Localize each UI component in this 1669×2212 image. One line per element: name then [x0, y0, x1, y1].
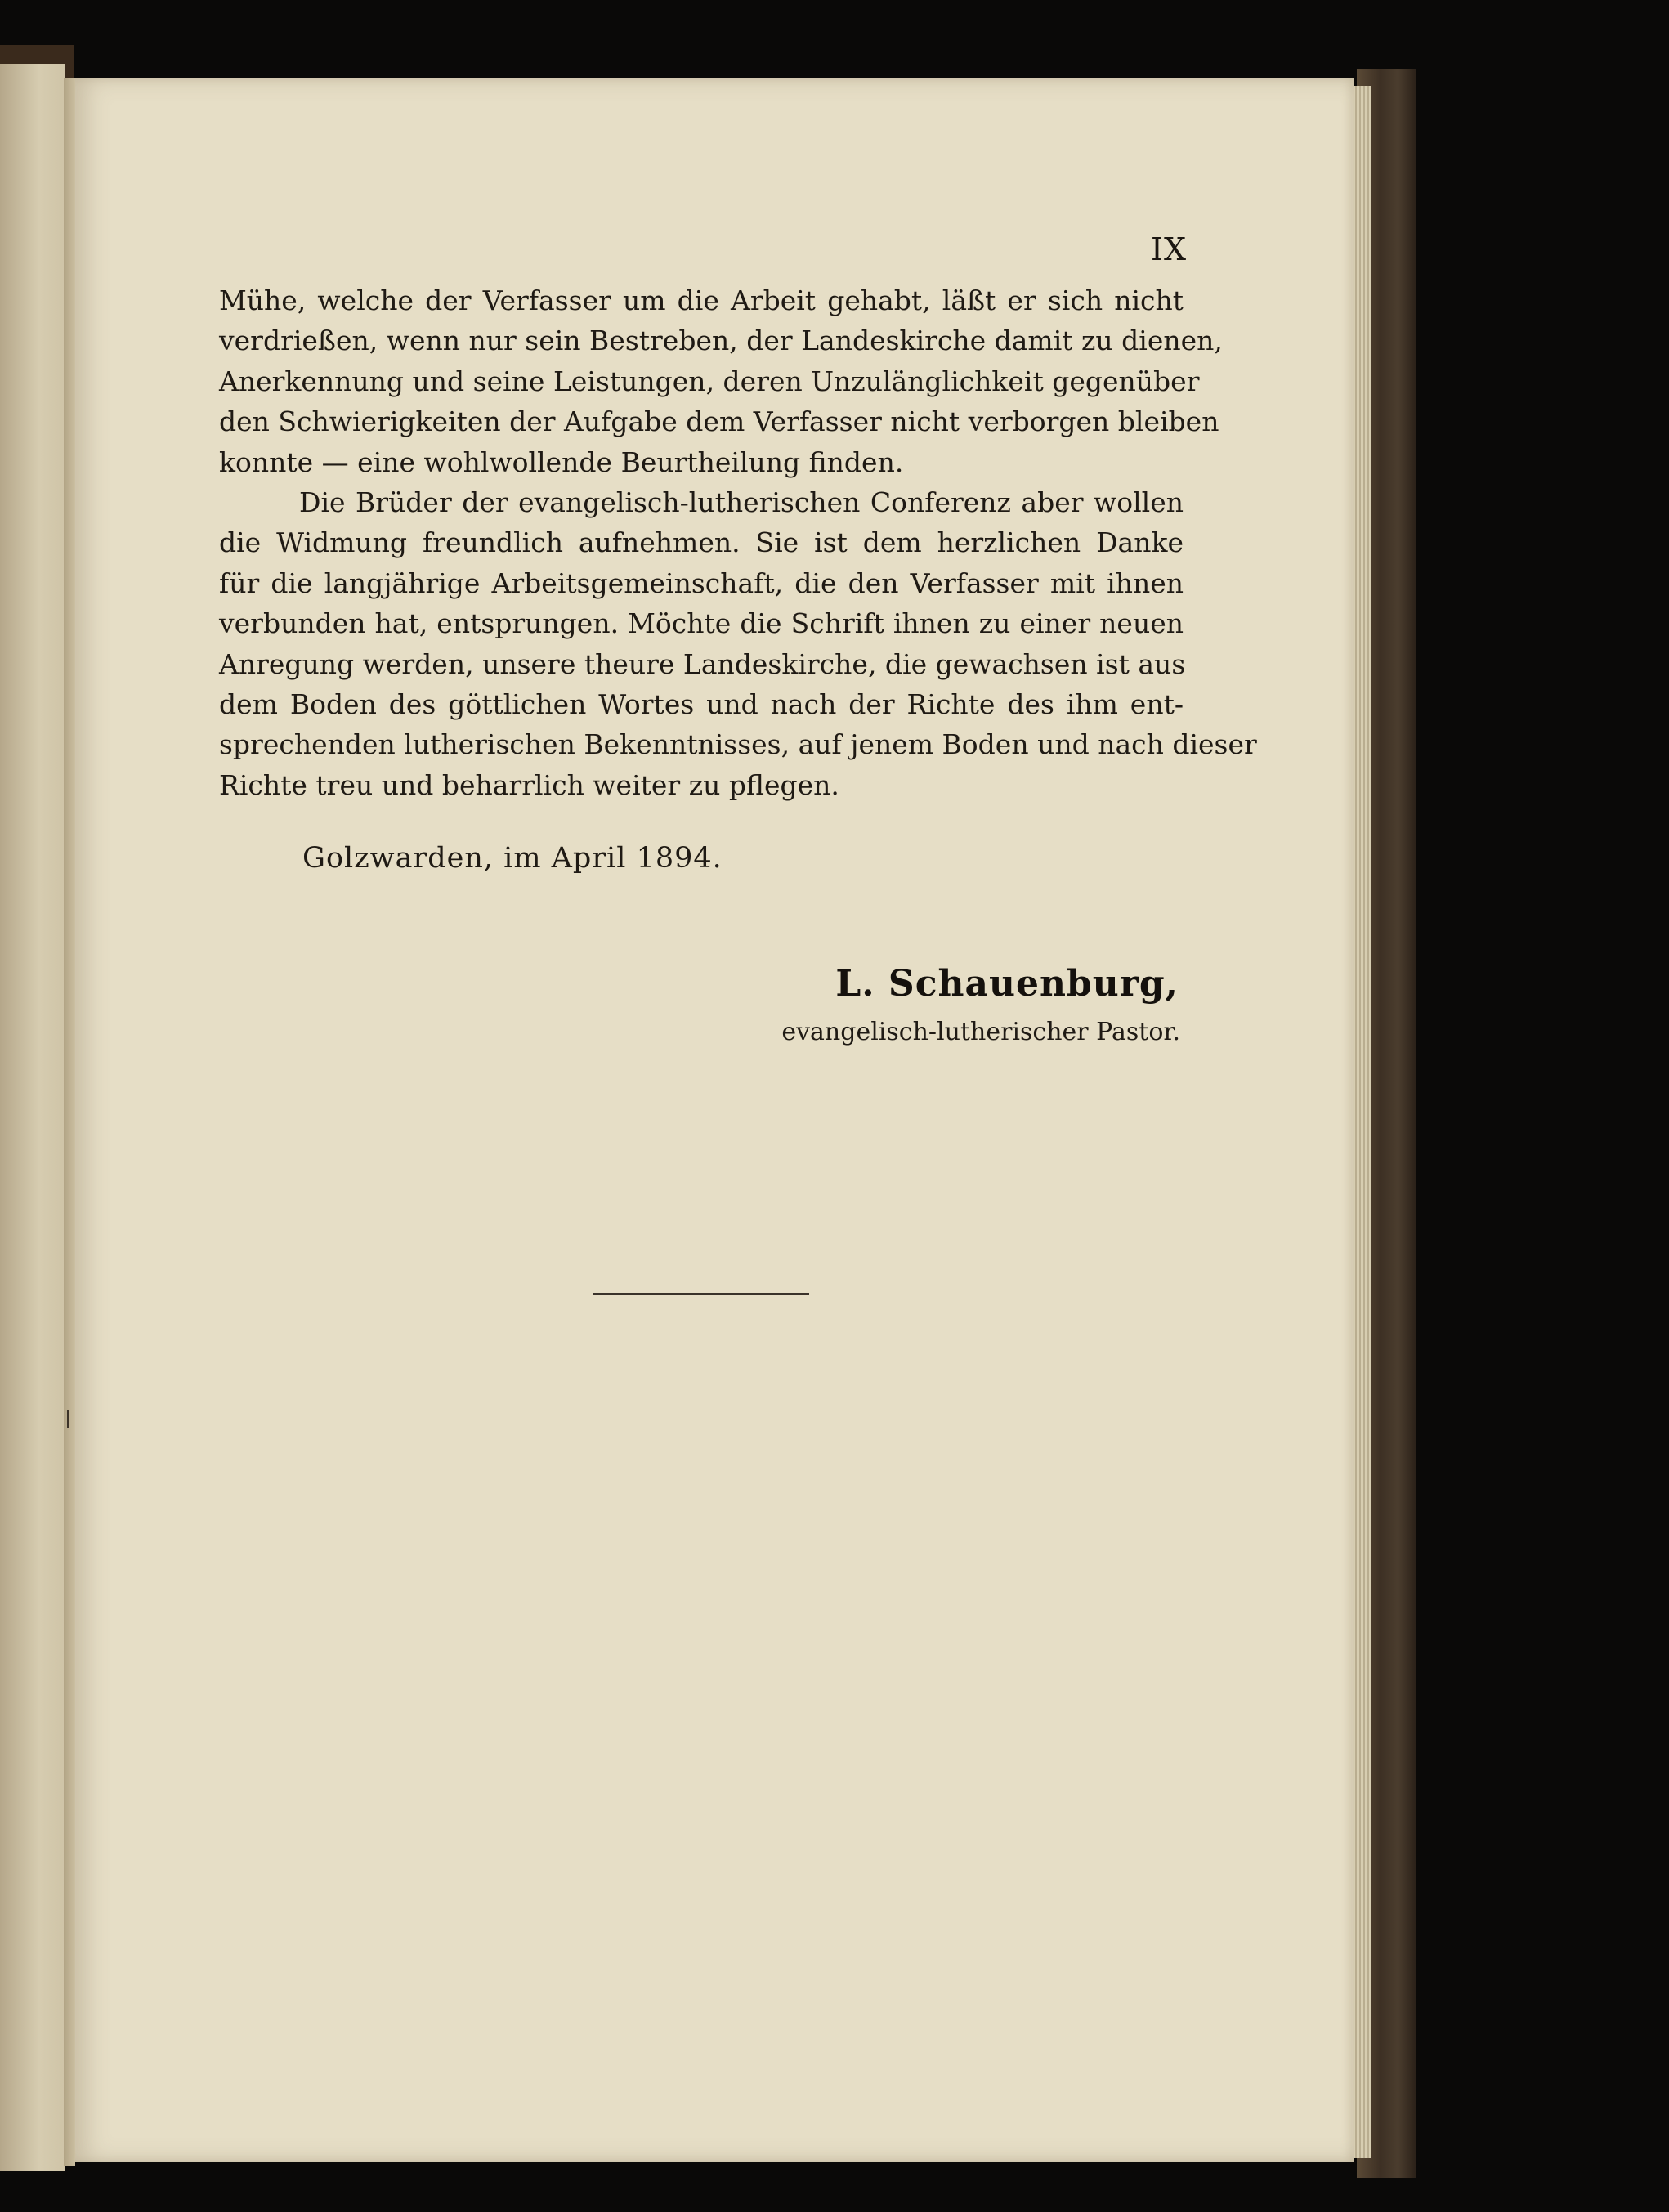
body-text — [219, 280, 1257, 805]
book-gutter — [64, 78, 75, 2166]
left-page-edge — [0, 64, 65, 2171]
gutter-mark — [67, 1410, 69, 1428]
text-line: verbunden hat, entsprungen. Möchte die Schrift ihnen zu einer neuen — [219, 607, 1184, 640]
text-line: konnte — eine wohlwollende Beurtheilung finden. — [219, 446, 904, 478]
text-line: Die Brüder der evangelisch-lutherischen Conferenz aber wollen — [299, 486, 1184, 518]
text-line: sprechenden lutherischen Bekenntnisses, auf jenem Boden und nach dieser — [219, 728, 1257, 761]
text-line: den Schwierigkeiten der Aufgabe dem Verfasser nicht verborgen bleiben — [219, 405, 1219, 438]
text-line: die Widmung freundlich aufnehmen. Sie ist dem herzlichen Danke — [219, 526, 1184, 559]
signature-title: evangelisch-lutherischer Pastor. — [781, 1018, 1180, 1046]
page-number: IX — [1151, 231, 1188, 267]
text-line: Richte treu und beharrlich weiter zu pflegen. — [219, 768, 839, 801]
text-line: dem Boden des göttlichen Wortes und nach der Richte des ihm ent- — [219, 687, 1184, 720]
text-line: Anregung werden, unsere theure Landeskirche, die gewachsen ist aus — [219, 647, 1186, 680]
text-line: Mühe, welche der Verfasser um die Arbeit gehabt, läßt er sich nicht — [219, 284, 1184, 316]
text-line: verdrießen, wenn nur sein Bestreben, der Landeskirche damit zu dienen, — [219, 325, 1223, 357]
text-line: für die langjährige Arbeitsgemeinschaft, die den Verfasser mit ihnen — [219, 566, 1184, 599]
place-date: Golzwarden, im April 1894. — [302, 842, 723, 875]
section-rule — [593, 1293, 809, 1295]
signature-name: L. Schauenburg, — [835, 963, 1179, 1005]
text-line: Anerkennung und seine Leistungen, deren Unzulänglichkeit gegenüber — [219, 365, 1200, 397]
